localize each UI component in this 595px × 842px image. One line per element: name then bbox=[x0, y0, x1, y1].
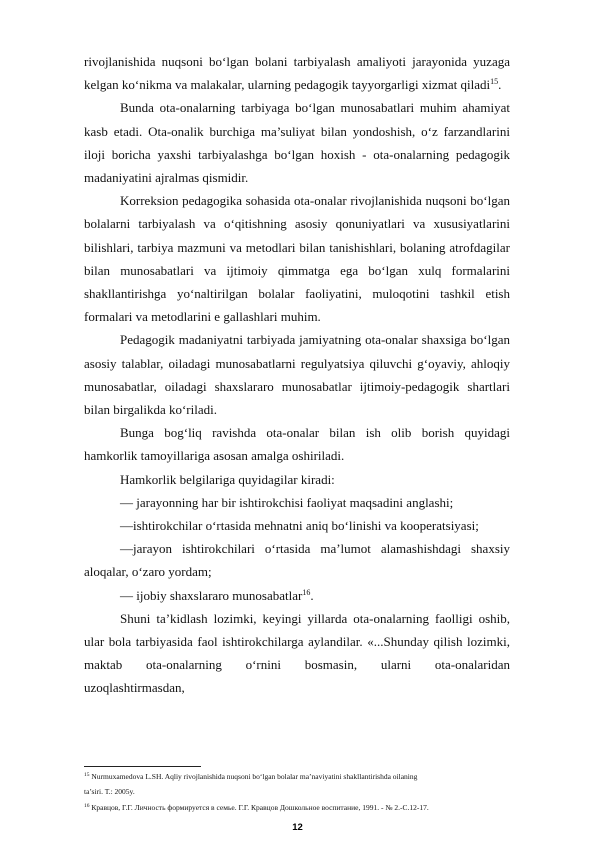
paragraph: Pedagogik madaniyatni tarbiyada jamiyatning ota-onalar shaxsiga bo‘lgan asosiy talablar, oiladagi munosabatlarni regulyatsiya qiluvchi g‘oyaviy, ahloqiy munosabatlar, oiladagi shaxslararo munosabatlar ijtimoiy-pedagogik shartlari bilan birgalikda ko‘riladi. bbox=[84, 332, 510, 418]
footnote-separator bbox=[84, 766, 201, 767]
paragraph: Hamkorlik belgilariga quyidagilar kiradi: bbox=[120, 471, 335, 487]
page-number: 12 bbox=[292, 822, 303, 833]
list-item: — jarayonning har bir ishtirokchisi faoliyat maqsadini anglashi; bbox=[120, 494, 454, 510]
list-item: —jarayon ishtirokchilari o‘rtasida ma’lumot alamashishdagi shaxsiy aloqalar, o‘zaro yordam; bbox=[84, 541, 510, 580]
list-item: — ijobiy shaxslararo munosabatlar$^{16}$. bbox=[120, 587, 314, 603]
paragraph: Bunda ota-onalarning tarbiyaga bo‘lgan munosabatlari muhim ahamiyat kasb etadi. Ota-onalik burchiga ma’suliyat bilan yondoshish, o‘z farzandlarini iloji boricha yaxshi tarbiyalashga bo‘lgan hoxish - ota-onalarning pedagogik madaniyatini ajralmas qismidir. bbox=[84, 100, 510, 186]
footnote-ref-15[interactable]: 15 bbox=[490, 77, 499, 87]
paragraph: Bunga bog‘liq ravishda ota-onalar bilan ish olib borish quyidagi hamkorlik tamoyillariga asosan amalga oshiriladi. bbox=[84, 425, 510, 464]
paragraph: Shuni ta’kidlash lozimki, keyingi yillarda ota-onalarning faolligi oshib, ular bola tarbiyasida faol ishtirokchilarga aylandilar. «...Shunday qilish lozimki, maktab ota-onalarning o‘rnini bosmasin, ularni ota-onalaridan uzoqlashtirmasdan, bbox=[84, 610, 510, 696]
footnote-16: $^{16}$ Кравцов, Г.Г. Личность формируется в семье. Г.Г. Кравцов Дошкольное воспитание, 1991. - № 2.-С.12-17. bbox=[84, 803, 429, 812]
body-text bbox=[84, 50, 510, 700]
list-item: —ishtirokchilar o‘rtasida mehnatni aniq bo‘linishi va kooperatsiyasi; bbox=[120, 518, 479, 534]
footnote-15-continued: ta’siri. T.: 2005y. bbox=[84, 787, 135, 796]
paragraph: Korreksion pedagogika sohasida ota-onalar rivojlanishida nuqsoni bo‘lgan bolalarni tarbiyalash va o‘qitishning asosiy qonuniyatlari va xususiyatlarini bilishlari, tarbiya mazmuni va metodlari bilan tanishishlari, bolaning atrofdagilar bilan munosabatlari va ijtimoiy qimmatga ega bo‘lgan xulq formalarini shakllantirishga yo‘naltirilgan bolalar faoliyatini, muloqotini tashkil etish formalari va metodlarini e gallashlari muhim. bbox=[84, 193, 510, 325]
paragraph-continuation: rivojlanishida nuqsoni bo‘lgan bolani tarbiyalash amaliyoti jarayonida yuzaga kelgan ko‘nikma va malakalar, ularning pedagogik tayyorgarligi xizmat qiladi$^{15}$. bbox=[84, 54, 510, 93]
footnote-15: $^{15}$ Nurmuxamedova L.SH. Aqliy rivojlanishida nuqsoni bo‘lgan bolalar ma’naviyatini shakllantirishda oilaning bbox=[84, 772, 418, 781]
footnote-ref-16[interactable]: 16 bbox=[302, 587, 311, 597]
